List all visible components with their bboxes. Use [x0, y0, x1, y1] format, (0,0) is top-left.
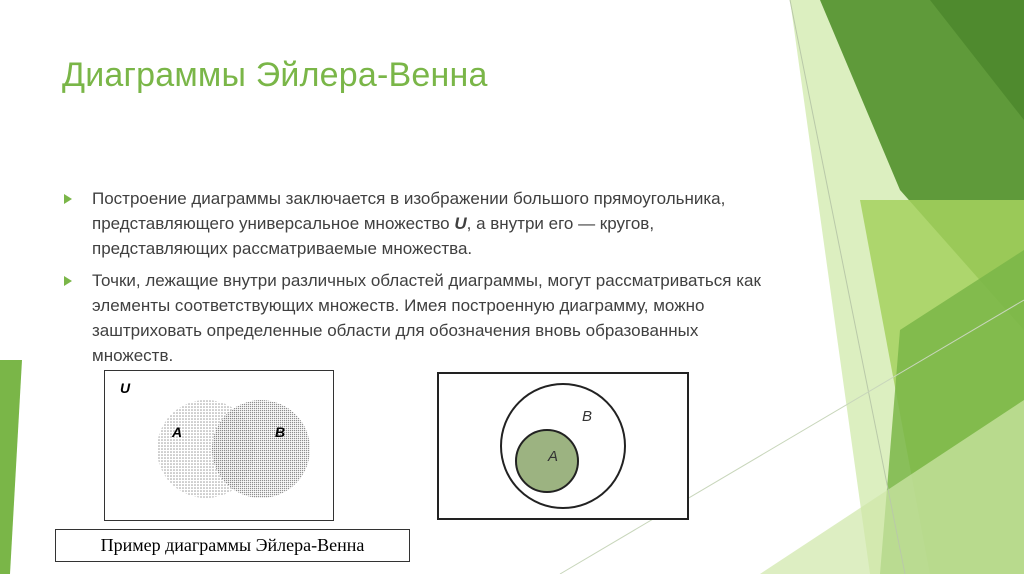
slide-title: Диаграммы Эйлера-Венна — [62, 56, 488, 94]
triangle-bullet-icon — [64, 194, 72, 204]
bullet-text-part: , а внутри его — кругов, представляющих рассматриваемые множества. — [92, 214, 655, 258]
triangle-bullet-icon — [64, 276, 72, 286]
bullet-text-part: Построение диаграммы заключается в изображении большого прямоугольника, представляющего универсальное множество — [92, 189, 726, 233]
universe-symbol: U — [454, 214, 467, 233]
venn-diagram-subset — [437, 372, 690, 522]
set-a-label: A — [548, 448, 559, 465]
set-b-circle — [212, 400, 310, 498]
set-a-label: A — [172, 424, 183, 440]
bg-left-strip — [0, 360, 22, 574]
bullet-item — [62, 186, 782, 261]
bullet-item — [62, 268, 782, 368]
universe-label: U — [120, 380, 131, 396]
bullet-text: Точки, лежащие внутри различных областей диаграммы, могут рассматриваться как элементы соответствующих множеств. Имея построенную диаграмму, можно заштриховать определенные области для обозначения вновь образованных множеств. — [92, 271, 761, 365]
set-b-label: B — [582, 408, 593, 425]
set-b-label: B — [275, 424, 286, 440]
set-a-circle — [516, 430, 578, 492]
figure-caption: Пример диаграммы Эйлера-Венна — [55, 529, 410, 562]
bullet-list — [62, 186, 782, 375]
venn-diagram-intersecting — [104, 370, 336, 522]
